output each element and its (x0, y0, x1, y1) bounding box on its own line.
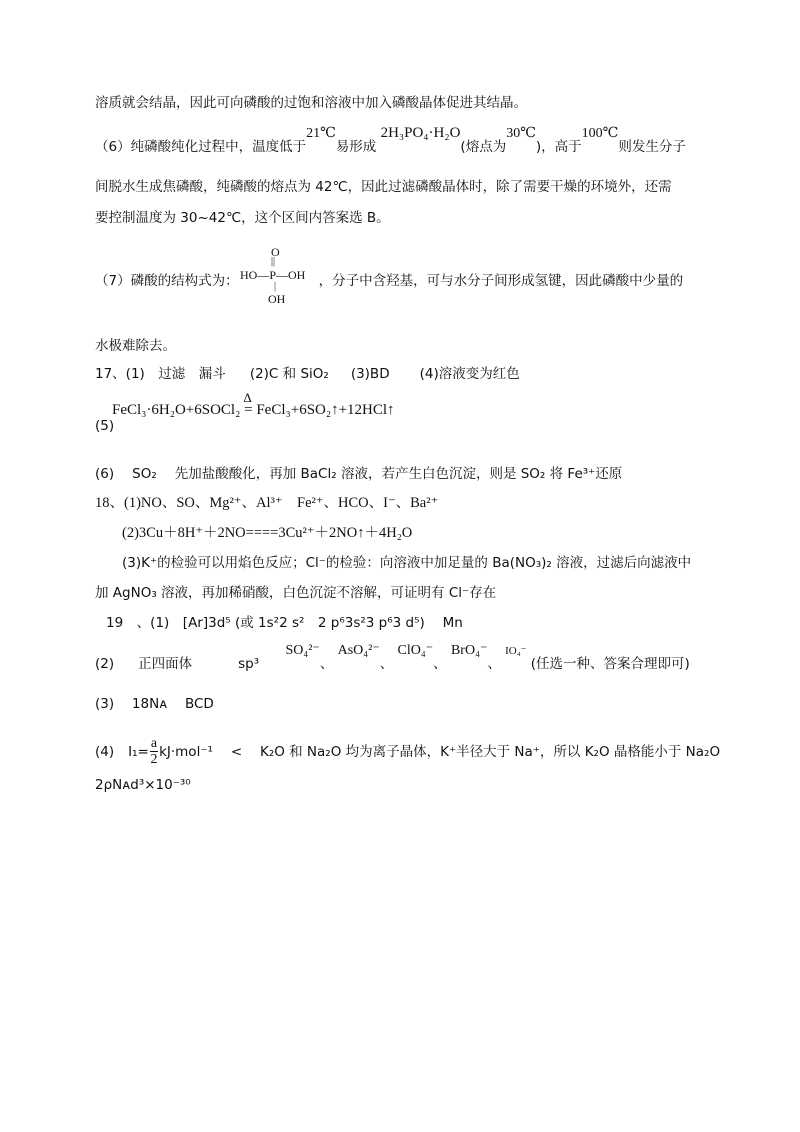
ion-sep-4: 、 (487, 656, 501, 672)
text-line-2 (95, 125, 686, 155)
q17-5-label: (5) (95, 418, 115, 434)
q17-line (95, 368, 520, 382)
ion-io4: IO₄⁻ (505, 645, 527, 657)
q19-4-unit: kJ·mol⁻¹ (159, 743, 213, 760)
struct-top-o: O (271, 245, 280, 259)
q18-line-4: 加 AgNO₃ 溶液，再加稀硝酸，白色沉淀不溶解，可证明有 Cl⁻存在 (95, 585, 497, 601)
frac-num: a (150, 736, 158, 751)
l2-prefix: （6）纯磷酸纯化过程中，温度低于 (95, 139, 307, 155)
ion-sep-3: 、 (433, 656, 447, 672)
l2-paren: (熔点为 (460, 139, 507, 155)
q19-2-hyb: sp³ (238, 656, 260, 672)
ion-so4: SO₄²⁻ (285, 643, 320, 658)
q17-6-text: 先加盐酸酸化，再加 BaCl₂ 溶液，若产生白色沉淀，则是 SO₂ 将 Fe³⁺还原 (174, 466, 623, 482)
q17-6-line (95, 468, 622, 482)
q19-part-3: (3) 18Nᴀ BCD (95, 696, 214, 712)
q18-line-3: (3)K⁺的检验可以用焰色反应；Cl⁻的检验：向溶液中加足量的 Ba(NO₃)₂ 溶液，过滤后向滤液中 (122, 555, 692, 571)
ion-clo4: ClO₄⁻ (397, 643, 434, 658)
l5-prefix: （7）磷酸的结构式为： (95, 273, 239, 289)
l5-suffix: ，分子中含羟基，可与水分子间形成氢键，因此磷酸中少量的 (318, 273, 684, 289)
text-line-4: 要控制温度为 30~42℃，这个区间内答案选 B。 (95, 210, 390, 226)
q17-6-label: (6) (95, 466, 115, 482)
ion-aso4: AsO₄²⁻ (337, 643, 380, 658)
struct-single-bond: | (274, 281, 277, 292)
phosphoric-acid-structure (240, 245, 320, 305)
q19-4-label: (4) (95, 743, 115, 760)
q19-4-rest: < K₂O 和 Na₂O 均为离子晶体，K⁺半径大于 Na⁺，所以 K₂O 晶格能小于 Na₂O (230, 743, 721, 760)
q18-line-1: 18、(1)NO、SO、Mg²⁺、Al³⁺ Fe²⁺、HCO、I⁻、Ba²⁺ (95, 495, 439, 511)
q17-a3: (3)BD (350, 366, 390, 382)
text-line-1: 溶质就会结晶，因此可向磷酸的过饱和溶液中加入磷酸晶体促进其结晶。 (95, 95, 527, 111)
l2-mid: 易形成 (335, 139, 377, 155)
eq-rhs: FeCl₃+6SO₂↑+12HCl↑ (256, 402, 395, 418)
q19-part-2 (95, 643, 690, 672)
text-line-5 (95, 275, 683, 289)
struct-middle: HO—P—OH (240, 268, 306, 282)
ion-bro4: BrO₄⁻ (450, 643, 488, 658)
delta-symbol: Δ (243, 390, 252, 405)
ion-sep-2: 、 (379, 656, 394, 672)
q19-line-1: 19 、(1) [Ar]3d⁵ (或 1s²2 s² 2 p⁶3s²3 p⁶3 d⁵) Mn (106, 615, 463, 631)
q17-a4: (4)溶液变为红色 (419, 366, 520, 382)
l2-paren-end: )，高于 (535, 139, 582, 155)
struct-double-bond: || (271, 256, 276, 267)
text-line-3: 间脱水生成焦磷酸，纯磷酸的熔点为 42℃，因此过滤磷酸晶体时，除了需要干燥的环境外，还需 (95, 179, 672, 195)
formula-h3po4-h2o: 2H₃PO₄·H₂O (380, 125, 461, 141)
text-line-6: 水极难除去。 (95, 338, 176, 354)
q17-a1: 17、(1) 过滤 漏斗 (95, 366, 226, 382)
q19-2-shape: 正四面体 (138, 656, 193, 672)
frac-den: 2 (150, 752, 158, 768)
eq-sign: = (244, 402, 253, 418)
fraction-a-over-2 (150, 736, 158, 768)
temp-100: 100℃ (581, 126, 619, 141)
q18-line-2: (2)3Cu＋8H⁺＋2NO====3Cu²⁺＋2NO↑＋4H₂O (122, 525, 413, 541)
q17-a2: (2)C 和 SiO₂ (249, 366, 329, 382)
eq-lhs: FeCl₃·6H₂O+6SOCl₂ (112, 402, 241, 418)
struct-bottom-oh: OH (268, 292, 286, 306)
q19-2-label: (2) (95, 656, 115, 672)
q17-6-gas: SO₂ (132, 466, 157, 482)
q19-2-note: (任选一种、答案合理即可) (530, 656, 690, 672)
temp-30: 30℃ (506, 126, 536, 141)
q19-part-5: 2ρNᴀd³×10⁻³⁰ (95, 777, 191, 793)
q19-4-i: I₁= (128, 743, 149, 760)
q17-5-equation (112, 390, 395, 418)
l2-end: 则发生分子 (618, 139, 686, 155)
q19-part-4 (95, 736, 720, 768)
ion-sep-1: 、 (319, 656, 334, 672)
temp-21: 21℃ (306, 126, 336, 141)
